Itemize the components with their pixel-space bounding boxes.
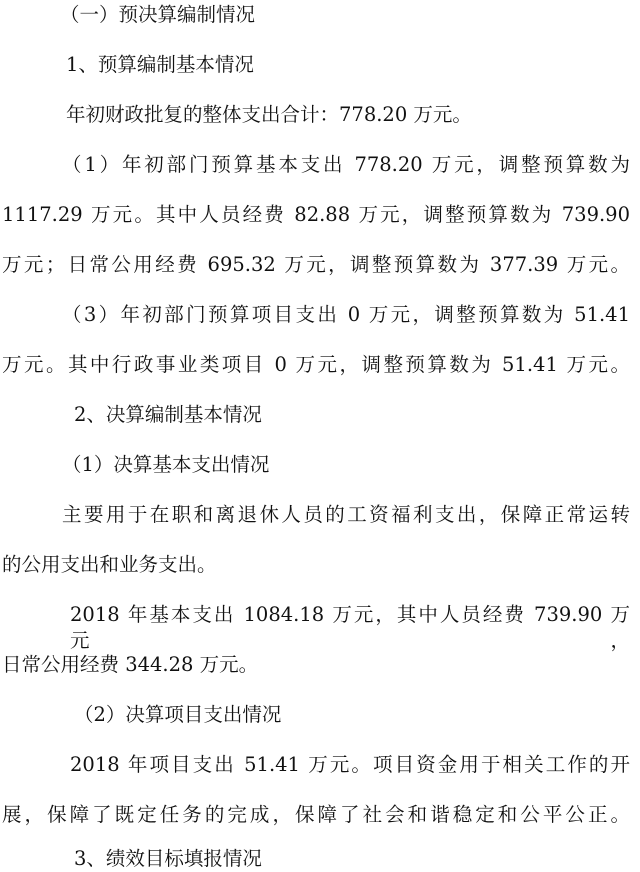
paragraph-line: （3）年初部门预算项目支出 0 万元，调整预算数为 51.41 <box>62 303 630 326</box>
paragraph-line: 日常公用经费 344.28 万元。 <box>2 653 259 676</box>
paragraph-line: 2018 年项目支出 51.41 万元。项目资金用于相关工作的开 <box>70 753 630 776</box>
paragraph-line: 的公用支出和业务支出。 <box>2 553 217 576</box>
paragraph-line: 万元；日常公用经费 695.32 万元，调整预算数为 377.39 万元。 <box>2 253 630 276</box>
paragraph-line: 展，保障了既定任务的完成，保障了社会和谐稳定和公平公正。 <box>2 803 630 826</box>
sub-heading: （2）决算项目支出情况 <box>74 703 282 726</box>
paragraph-line: 主要用于在职和离退休人员的工资福利支出，保障正常运转 <box>62 503 630 526</box>
paragraph-line: 年初财政批复的整体支出合计：778.20 万元。 <box>66 103 472 126</box>
paragraph-line: （1）年初部门预算基本支出 778.20 万元，调整预算数为 <box>62 153 630 176</box>
sub-heading: （1）决算基本支出情况 <box>62 453 270 476</box>
paragraph-line: 2018 年基本支出 1084.18 万元，其中人员经费 739.90 万元， <box>70 603 630 652</box>
subsection-heading: 3、绩效目标填报情况 <box>74 847 262 870</box>
paragraph-line: 1117.29 万元。其中人员经费 82.88 万元，调整预算数为 739.90 <box>2 203 630 226</box>
paragraph-line: 万元。其中行政事业类项目 0 万元，调整预算数为 51.41 万元。 <box>2 353 630 376</box>
section-heading: （一）预决算编制情况 <box>60 3 256 26</box>
subsection-heading: 2、决算编制基本情况 <box>74 403 262 426</box>
subsection-heading: 1、预算编制基本情况 <box>66 53 254 76</box>
